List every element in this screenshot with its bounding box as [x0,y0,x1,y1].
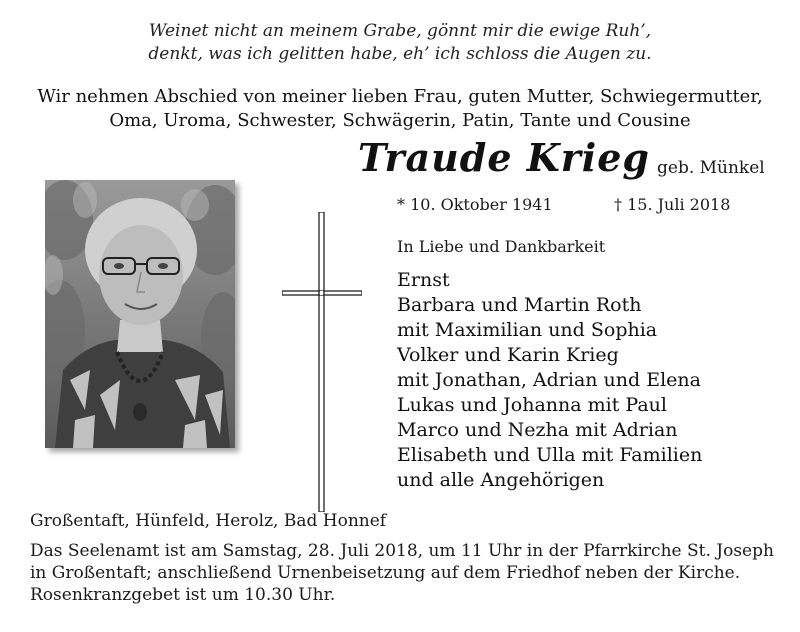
list-item: Volker und Karin Krieg [397,344,619,366]
service-info [30,540,775,606]
poem-line-2: denkt, was ich gelitten habe, eh’ ich schloss die Augen zu. [148,44,652,64]
death-date: † 15. Juli 2018 [614,195,731,214]
deceased-name: Traude Krieg [358,135,650,180]
list-item: und alle Angehörigen [397,469,605,491]
birth-name: geb. Münkel [657,158,765,178]
list-item: mit Jonathan, Adrian und Elena [397,369,701,391]
list-item: Elisabeth und Ulla mit Familien [397,444,703,466]
birth-date: * 10. Oktober 1941 [397,195,553,214]
mourners-heading: In Liebe und Dankbarkeit [397,237,606,256]
intro-line-1: Wir nehmen Abschied von meiner lieben Frau, guten Mutter, Schwiegermutter, [37,86,763,107]
mourners-list [397,268,702,493]
farewell-intro [0,85,800,133]
portrait-photo [45,180,235,448]
service-line-1: Das Seelenamt ist am Samstag, 28. Juli 2018, um 11 Uhr in der Pfarrkirche St. Joseph [30,541,774,561]
intro-line-2: Oma, Uroma, Schwester, Schwägerin, Patin, Tante und Cousine [109,110,691,131]
memorial-poem [0,20,800,66]
list-item: Marco und Nezha mit Adrian [397,419,678,441]
service-line-3: Rosenkranzgebet ist um 10.30 Uhr. [30,585,336,605]
service-line-2: in Großentaft; anschließend Urnenbeisetzung auf dem Friedhof neben der Kirche. [30,563,741,583]
cross-icon [282,212,362,512]
places-line: Großentaft, Hünfeld, Herolz, Bad Honnef [30,511,387,531]
list-item: Barbara und Martin Roth [397,294,642,316]
list-item: Ernst [397,269,450,291]
list-item: mit Maximilian und Sophia [397,319,658,341]
poem-line-1: Weinet nicht an meinem Grabe, gönnt mir die ewige Ruh’, [148,21,652,41]
portrait-image [45,180,235,448]
list-item: Lukas und Johanna mit Paul [397,394,667,416]
